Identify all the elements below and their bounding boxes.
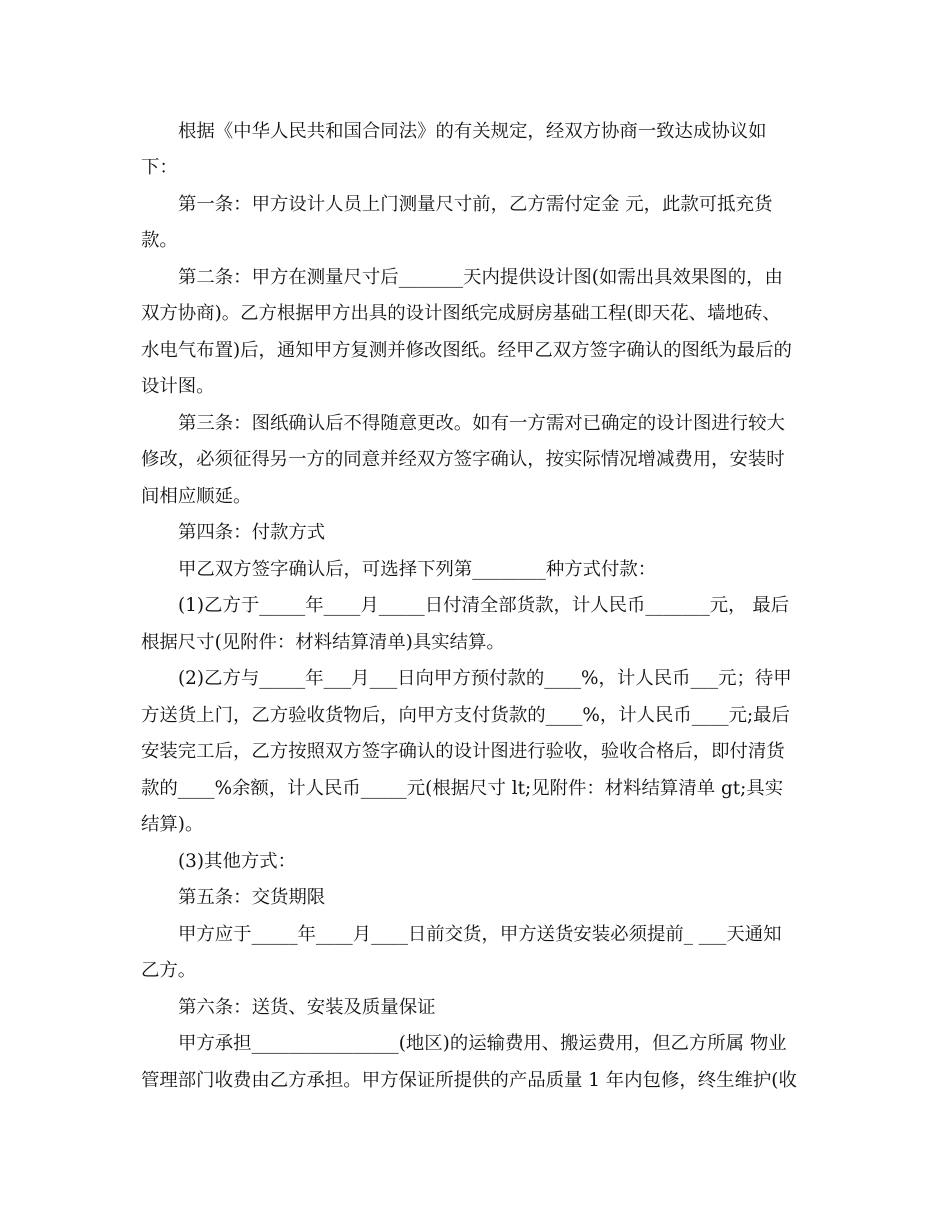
article-2-line-3: 水电气布置)后，通知甲方复测并修改图纸。经甲乙双方签字确认的图纸为最后的: [141, 340, 792, 361]
article-3-line-2: 修改，必须征得另一方的同意并经双方签字确认，按实际情况增减费用，安装时: [141, 449, 785, 470]
article-2-line-2: 双方协商)。乙方根据甲方出具的设计图纸完成厨房基础工程(即天花、墙地砖、: [141, 303, 781, 324]
payment-option-1-line-2: 根据尺寸(见附件：材料结算清单)具实结算。: [141, 632, 505, 653]
article-2-line-4: 设计图。: [141, 376, 215, 397]
article-3-line-1: 第三条：图纸确认后不得随意更改。如有一方需对已确定的设计图进行较大: [178, 413, 785, 434]
intro-line-2: 下：: [141, 157, 178, 178]
payment-option-2-line-1: (2)乙方与_____年___月___日向甲方预付款的____%，计人民币___元；待甲: [178, 668, 792, 689]
article-6-line-2: 管理部门收费由乙方承担。甲方保证所提供的产品质量 1 年内包修，终生维护(收: [141, 1070, 797, 1091]
payment-option-1-line-1: (1)乙方于_____年____月_____日付清全部货款，计人民币_______元， 最后: [178, 595, 790, 616]
payment-option-2-line-4: 款的____%余额，计人民币_____元(根据尺寸 lt;见附件：材料结算清单 gt;具实: [141, 778, 784, 799]
intro-line-1: 根据《中华人民共和国合同法》的有关规定，经双方协商一致达成协议如: [178, 121, 767, 142]
article-1-line-2: 款。: [141, 230, 178, 251]
article-4-heading: 第四条：付款方式: [178, 522, 326, 543]
payment-option-2-line-3: 安装完工后，乙方按照双方签字确认的设计图进行验收，验收合格后，即付清货: [141, 741, 785, 762]
payment-option-2-line-2: 方送货上门，乙方验收货物后，向甲方支付货款的____%，计人民币____元;最后: [141, 705, 790, 726]
payment-choice-line: 甲乙双方签字确认后，可选择下列第________种方式付款：: [178, 559, 657, 580]
article-5-line-2: 乙方。: [141, 960, 197, 981]
payment-option-2-line-5: 结算)。: [141, 814, 204, 835]
article-2-line-1: 第二条：甲方在测量尺寸后_______天内提供设计图(如需出具效果图的，由: [178, 267, 783, 288]
article-3-line-3: 间相应顺延。: [141, 486, 252, 507]
article-5-heading: 第五条：交货期限: [178, 887, 326, 908]
article-1-line-1: 第一条：甲方设计人员上门测量尺寸前，乙方需付定金 元，此款可抵充货: [178, 194, 773, 215]
article-6-line-1: 甲方承担________________(地区)的运输费用、搬运费用，但乙方所属 物业: [178, 1033, 787, 1054]
article-6-heading: 第六条：送货、安装及质量保证: [178, 997, 436, 1018]
article-5-line-1: 甲方应于_____年____月____日前交货，甲方送货安装必须提前_ ___天通知: [178, 924, 782, 945]
payment-option-3: (3)其他方式：: [178, 851, 297, 872]
